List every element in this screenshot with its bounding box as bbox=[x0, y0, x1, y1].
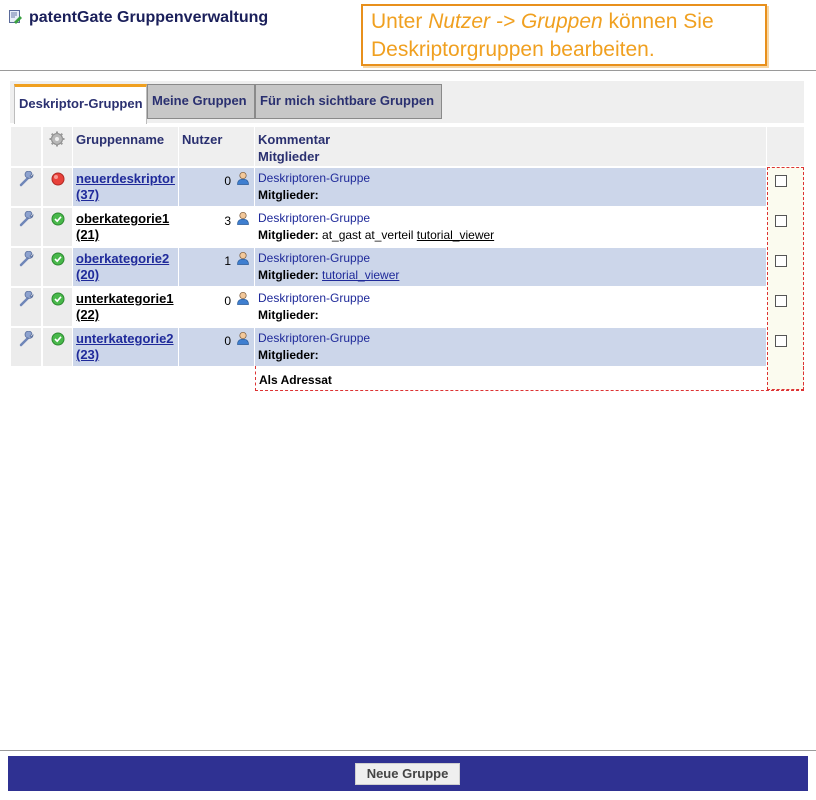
tab-sichtbare-gruppen[interactable]: Für mich sichtbare Gruppen bbox=[255, 84, 442, 119]
group-id-link[interactable]: (21) bbox=[76, 227, 100, 242]
users-cell bbox=[179, 168, 254, 206]
header-kommentar bbox=[255, 127, 766, 166]
user-icon[interactable] bbox=[236, 251, 250, 265]
wrench-icon[interactable] bbox=[19, 291, 35, 307]
user-count: 1 bbox=[224, 254, 231, 268]
group-name-link[interactable]: oberkategorie1 bbox=[76, 211, 170, 226]
status-ok-icon bbox=[51, 252, 65, 266]
group-comment: Deskriptoren-Gruppe bbox=[258, 291, 371, 305]
members-line bbox=[258, 227, 763, 244]
members-line bbox=[258, 347, 763, 364]
group-id-link[interactable]: (22) bbox=[76, 307, 100, 322]
addressee-checkbox[interactable] bbox=[775, 175, 787, 187]
group-comment: Deskriptoren-Gruppe bbox=[258, 211, 371, 225]
comment-cell bbox=[255, 328, 766, 366]
group-comment: Deskriptoren-Gruppe bbox=[258, 171, 371, 185]
comment-cell bbox=[255, 168, 766, 206]
group-id-link[interactable]: (37) bbox=[76, 187, 100, 202]
tab-bar bbox=[10, 81, 804, 123]
members-label: Mitglieder: bbox=[258, 308, 319, 322]
callout-text-1: Unter bbox=[371, 10, 429, 33]
header-mitglieder-label: Mitglieder bbox=[258, 149, 320, 164]
edit-cell bbox=[11, 168, 41, 206]
header-kommentar-label: Kommentar bbox=[258, 132, 331, 147]
members-line bbox=[258, 267, 763, 284]
edit-cell bbox=[11, 288, 41, 326]
status-cell bbox=[43, 248, 72, 286]
callout-text-3: Deskriptorgruppen bearbeiten. bbox=[371, 38, 655, 61]
group-name-link[interactable]: neuerdeskriptor bbox=[76, 171, 175, 186]
member-at_verteil: at_verteil bbox=[364, 228, 414, 242]
user-icon[interactable] bbox=[236, 291, 250, 305]
status-ok-icon bbox=[51, 212, 65, 226]
members-label: Mitglieder: bbox=[258, 348, 319, 362]
gear-icon bbox=[49, 131, 65, 147]
document-edit-icon bbox=[9, 10, 22, 24]
callout-text-2: können Sie bbox=[602, 10, 714, 33]
divider bbox=[0, 70, 816, 71]
user-count: 0 bbox=[224, 174, 231, 188]
user-count: 0 bbox=[224, 294, 231, 308]
addressee-checkbox[interactable] bbox=[775, 215, 787, 227]
group-name-link[interactable]: oberkategorie2 bbox=[76, 251, 170, 266]
members-label: Mitglieder: bbox=[258, 188, 319, 202]
footer-bar bbox=[8, 756, 808, 791]
members-line bbox=[258, 187, 763, 204]
member-tutorial_viewer[interactable]: tutorial_viewer bbox=[322, 268, 400, 282]
members-label: Mitglieder: bbox=[258, 228, 319, 242]
status-cell bbox=[43, 208, 72, 246]
status-ok-icon bbox=[51, 332, 65, 346]
user-icon[interactable] bbox=[236, 171, 250, 185]
status-ok-icon bbox=[51, 292, 65, 306]
group-comment: Deskriptoren-Gruppe bbox=[258, 331, 371, 345]
divider bbox=[0, 750, 816, 751]
status-cell bbox=[43, 328, 72, 366]
addressee-frame bbox=[255, 366, 804, 391]
comment-cell bbox=[255, 288, 766, 326]
group-name-cell bbox=[73, 208, 178, 246]
wrench-icon[interactable] bbox=[19, 171, 35, 187]
users-cell bbox=[179, 208, 254, 246]
tab-meine-gruppen[interactable]: Meine Gruppen bbox=[147, 84, 255, 119]
edit-cell bbox=[11, 328, 41, 366]
header-nutzer: Nutzer bbox=[179, 127, 254, 166]
users-cell bbox=[179, 328, 254, 366]
page-title: patentGate Gruppenverwaltung bbox=[29, 9, 269, 26]
addressee-checkbox[interactable] bbox=[775, 295, 787, 307]
group-name-link[interactable]: unterkategorie2 bbox=[76, 331, 174, 346]
member-at_gast: at_gast bbox=[322, 228, 362, 242]
users-cell bbox=[179, 288, 254, 326]
status-cell bbox=[43, 288, 72, 326]
group-comment: Deskriptoren-Gruppe bbox=[258, 251, 371, 265]
header-gruppenname: Gruppenname bbox=[73, 127, 178, 166]
status-red-icon bbox=[51, 172, 65, 186]
user-count: 0 bbox=[224, 334, 231, 348]
help-callout bbox=[361, 4, 767, 66]
edit-cell bbox=[11, 208, 41, 246]
addressee-label: Als Adressat bbox=[259, 373, 332, 387]
group-name-cell bbox=[73, 168, 178, 206]
header-settings bbox=[43, 127, 72, 166]
members-line bbox=[258, 307, 763, 324]
group-name-cell bbox=[73, 248, 178, 286]
wrench-icon[interactable] bbox=[19, 251, 35, 267]
status-cell bbox=[43, 168, 72, 206]
group-name-cell bbox=[73, 328, 178, 366]
group-id-link[interactable]: (20) bbox=[76, 267, 100, 282]
group-name-cell bbox=[73, 288, 178, 326]
comment-cell bbox=[255, 208, 766, 246]
callout-emphasis: Nutzer -> Gruppen bbox=[428, 10, 603, 33]
users-cell bbox=[179, 248, 254, 286]
header-edit bbox=[11, 127, 41, 166]
member-tutorial_viewer[interactable]: tutorial_viewer bbox=[416, 228, 495, 242]
tab-deskriptor-gruppen[interactable]: Deskriptor-Gruppen bbox=[14, 84, 147, 124]
group-id-link[interactable]: (23) bbox=[76, 347, 100, 362]
wrench-icon[interactable] bbox=[19, 211, 35, 227]
comment-cell bbox=[255, 248, 766, 286]
user-count: 3 bbox=[224, 214, 231, 228]
addressee-checkbox[interactable] bbox=[775, 335, 787, 347]
addressee-column bbox=[767, 167, 804, 390]
members-label: Mitglieder: bbox=[258, 268, 319, 282]
user-icon[interactable] bbox=[236, 331, 250, 345]
group-name-link[interactable]: unterkategorie1 bbox=[76, 291, 174, 306]
user-icon[interactable] bbox=[236, 211, 250, 225]
new-group-button[interactable]: Neue Gruppe bbox=[355, 763, 460, 785]
header-select bbox=[767, 127, 804, 166]
wrench-icon[interactable] bbox=[19, 331, 35, 347]
edit-cell bbox=[11, 248, 41, 286]
addressee-checkbox[interactable] bbox=[775, 255, 787, 267]
